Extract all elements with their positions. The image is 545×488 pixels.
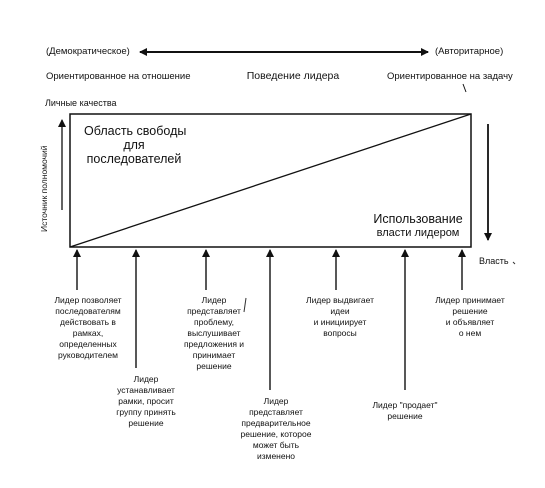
description-line: проблему,	[194, 317, 234, 327]
authority-source-label: Источник полномочий	[39, 145, 49, 232]
scan-mark	[513, 262, 515, 264]
behavior-description-5	[306, 295, 374, 339]
behavior-description-1	[54, 295, 121, 361]
description-line: о нем	[458, 328, 482, 338]
behavior-description-6	[372, 400, 437, 422]
description-line: представляет	[249, 407, 303, 417]
description-line: Лидер	[201, 295, 227, 305]
description-line: может быть	[252, 440, 300, 450]
freedom-area-line3: последователей	[86, 152, 182, 166]
description-line: решение	[452, 306, 488, 316]
description-line: Лидер выдвигает	[306, 295, 374, 305]
description-line: предложения и	[183, 339, 245, 349]
leader-power-line2: власти лидером	[376, 227, 460, 239]
freedom-area-label	[84, 124, 187, 166]
relationship-orientation-label: Ориентированное на отношение	[46, 71, 191, 82]
freedom-area-line1: Область свободы	[84, 124, 187, 138]
description-line: Лидер "продает"	[372, 400, 438, 410]
task-orientation-label: Ориентированное на задачу	[387, 71, 513, 82]
description-line: решение, которое	[240, 429, 312, 439]
description-line: предварительное	[241, 418, 311, 428]
description-line: группу принять	[116, 407, 176, 417]
description-line: последователям	[55, 306, 121, 316]
description-line: выслушивает	[187, 328, 241, 338]
description-line: устанавливает	[117, 385, 175, 395]
description-line: представляет	[187, 306, 241, 316]
description-line: действовать в	[60, 317, 116, 327]
behavior-description-2	[116, 374, 176, 429]
personal-qualities-label: Личные качества	[45, 98, 117, 108]
behavior-description-7	[435, 295, 505, 339]
description-line: изменено	[256, 451, 296, 461]
leader-power-line1: Использование	[373, 212, 463, 226]
behavior-description-4	[241, 396, 312, 462]
democratic-label: (Демократическое)	[46, 46, 130, 57]
description-line: Лидер	[133, 374, 159, 384]
freedom-area-line2: для	[123, 138, 145, 152]
description-line: решение	[387, 411, 423, 421]
description-line: решение	[128, 418, 164, 428]
description-line: принимает	[192, 350, 236, 360]
description-line: вопросы	[323, 328, 357, 338]
description-line: рамках,	[72, 328, 104, 338]
description-line: и объявляет	[445, 317, 495, 327]
description-line: Лидер принимает	[435, 295, 505, 305]
behavior-arrows	[77, 250, 462, 390]
scan-mark	[244, 298, 246, 312]
behavior-description-3	[184, 295, 244, 372]
description-line: решение	[196, 361, 232, 371]
authoritarian-label: (Авторитарное)	[435, 46, 504, 57]
description-line: определенных	[59, 339, 117, 349]
description-line: Лидер	[263, 396, 289, 406]
description-line: руководителем	[58, 350, 118, 360]
description-line: рамки, просит	[118, 396, 174, 406]
description-line: Лидер позволяет	[54, 295, 122, 305]
power-label: Власть	[479, 256, 509, 266]
description-line: и инициирует	[313, 317, 367, 327]
right-orientation-tick	[463, 84, 466, 92]
leader-behavior-title: Поведение лидера	[246, 70, 340, 82]
description-line: идеи	[330, 306, 350, 316]
leader-power-label	[370, 212, 466, 240]
